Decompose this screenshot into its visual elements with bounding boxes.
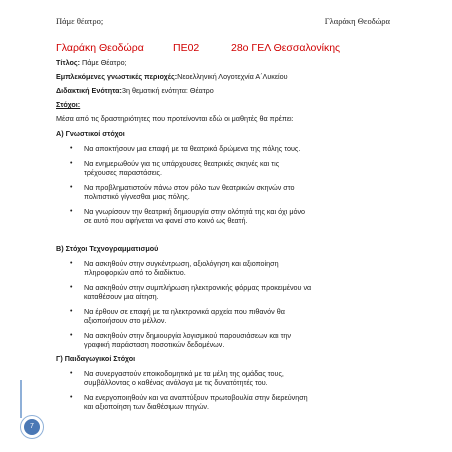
perioxes-label: Εμπλεκόμενες γνωστικές περιοχές:: [56, 72, 178, 81]
enotita-label: Διδακτική Ενότητα:: [56, 86, 122, 95]
header-left: Πάμε θέατρο;: [56, 16, 104, 26]
bullet-icon: •: [70, 260, 73, 267]
bullet-icon: •: [70, 160, 73, 167]
titlos-value: Πάμε Θέατρο;: [80, 58, 127, 67]
list-item-text: Να ενεργοποιηθούν και να αναπτύξουν πρωτοβουλία στην διερεύνηση: [84, 393, 308, 402]
list-item-text: τρέχουσες παραστάσεις.: [84, 168, 163, 177]
title-code: ΠΕ02: [173, 42, 200, 54]
enotita-value: 3η θεματική ενότητα: Θέατρο: [121, 86, 214, 95]
perioxes-value: Νεοελληνική Λογοτεχνία Α΄Λυκείου: [177, 72, 288, 81]
bullet-icon: •: [70, 370, 73, 377]
section-a-heading: Α) Γνωστικοί στόχοι: [56, 129, 125, 138]
perioxes-line: [56, 72, 288, 81]
title-school: 28ο ΓΕΛ Θεσσαλονίκης: [231, 42, 341, 54]
list-item-text: Να ασκηθούν στην δημιουργία λογισμικού παρουσιάσεων και την: [84, 331, 292, 340]
section-b-heading: Β) Στόχοι Τεχνογραμματισμού: [56, 244, 159, 253]
titlos-label: Τίτλος:: [56, 58, 81, 67]
list-item-text: Να συνεργαστούν εποικοδομητικά με τα μέλη της ομάδας τους,: [84, 369, 284, 378]
list-item-text: καταθέσουν μια αίτηση.: [84, 292, 159, 301]
list-item-text: Να γνωρίσουν την θεατρική δημιουργία στην ολότητά της και όχι μόνο: [84, 207, 306, 216]
section-c-heading: Γ) Παιδαγωγικοί Στόχοι: [56, 354, 136, 363]
title-author: Γλαράκη Θεοδώρα: [56, 42, 144, 54]
list-item-text: σε αυτό που αφήνεται να φανεί στο κοινό ως θεατή.: [84, 216, 248, 225]
intro-text: Μέσα από τις δραστηριότητες που προτείνονται εδώ οι μαθητές θα πρέπει:: [56, 114, 294, 123]
enotita-line: [56, 86, 214, 95]
page-number-connector: [20, 380, 22, 418]
header-right: Γλαράκη Θεοδώρα: [324, 16, 390, 26]
bullet-icon: •: [70, 208, 73, 215]
list-item-text: πολιτιστικό γίγνεσθαι μιας πόλης.: [84, 192, 190, 201]
list-item-text: Να ασκηθούν στην συγκέντρωση, αξιολόγηση και αξιοποίηση: [84, 259, 279, 268]
bullet-icon: •: [70, 284, 73, 291]
bullet-icon: •: [70, 184, 73, 191]
page-number: 7: [24, 419, 40, 435]
list-item-text: πληροφοριών από το διαδίκτυο.: [84, 268, 186, 277]
list-item-text: αξιοποιήσουν στο μέλλον.: [84, 316, 167, 325]
list-item-text: Να προβληματιστούν πάνω στον ρόλο των θεατρικών σκηνών στο: [84, 183, 295, 192]
list-item-text: Να ασκηθούν στην συμπλήρωση ηλεκτρονικής φόρμας προκειμένου να: [84, 283, 312, 292]
bullet-icon: •: [70, 145, 73, 152]
list-item-text: συμβάλλοντας ο καθένας ανάλογα με τις δυνατότητές του.: [84, 378, 268, 387]
bullet-icon: •: [70, 394, 73, 401]
list-item-text: Να έρθουν σε επαφή με τα ηλεκτρονικά αρχεία που πιθανόν θα: [84, 307, 285, 316]
list-item-text: Να ενημερωθούν για τις υπάρχουσες θεατρικές σκηνές και τις: [84, 159, 280, 168]
list-item-text: Να αποκτήσουν μια επαφή με τα θεατρικά δρώμενα της πόλης τους.: [84, 144, 301, 153]
bullet-icon: •: [70, 332, 73, 339]
titlos-line: [56, 58, 127, 67]
list-item-text: γραφική παράσταση ποσοτικών δεδομένων.: [84, 340, 225, 349]
list-item-text: και αξιοποίηση των διαθέσιμων πηγών.: [84, 402, 210, 411]
bullet-icon: •: [70, 308, 73, 315]
stoxoi-label: Στόχοι:: [56, 100, 81, 109]
stoxoi-line: [56, 100, 80, 109]
title-line: [56, 42, 416, 54]
